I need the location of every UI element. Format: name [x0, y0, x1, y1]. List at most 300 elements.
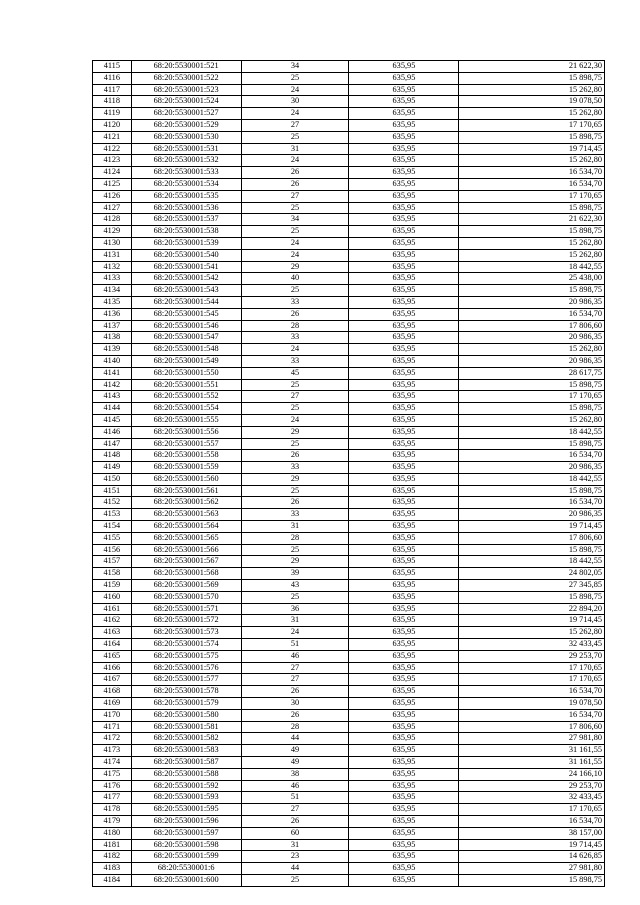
- row-number-cell: 4139: [93, 344, 132, 356]
- total-value-cell: 32 433,45: [459, 792, 605, 804]
- cadastral-number-cell: 68:20:5530001:582: [131, 733, 241, 745]
- cadastral-value-table: [92, 60, 605, 887]
- total-value-cell: 15 262,80: [459, 344, 605, 356]
- total-value-cell: 19 714,45: [459, 839, 605, 851]
- cadastral-number-cell: 68:20:5530001:578: [131, 686, 241, 698]
- quantity-cell: 38: [241, 768, 349, 780]
- total-value-cell: 15 262,80: [459, 249, 605, 261]
- unit-value-cell: 635,95: [349, 296, 459, 308]
- table-row: [93, 332, 605, 344]
- row-number-cell: 4181: [93, 839, 132, 851]
- total-value-cell: 15 262,80: [459, 84, 605, 96]
- unit-value-cell: 635,95: [349, 96, 459, 108]
- unit-value-cell: 635,95: [349, 72, 459, 84]
- table-row: [93, 827, 605, 839]
- row-number-cell: 4136: [93, 308, 132, 320]
- row-number-cell: 4175: [93, 768, 132, 780]
- total-value-cell: 17 170,65: [459, 119, 605, 131]
- quantity-cell: 34: [241, 61, 349, 73]
- quantity-cell: 25: [241, 285, 349, 297]
- row-number-cell: 4141: [93, 367, 132, 379]
- table-row: [93, 709, 605, 721]
- cadastral-number-cell: 68:20:5530001:588: [131, 768, 241, 780]
- total-value-cell: 20 986,35: [459, 509, 605, 521]
- row-number-cell: 4161: [93, 603, 132, 615]
- table-row: [93, 131, 605, 143]
- quantity-cell: 33: [241, 332, 349, 344]
- table-row: [93, 237, 605, 249]
- total-value-cell: 27 981,80: [459, 733, 605, 745]
- table-row: [93, 874, 605, 886]
- cadastral-number-cell: 68:20:5530001:523: [131, 84, 241, 96]
- table-row: [93, 226, 605, 238]
- total-value-cell: 15 898,75: [459, 285, 605, 297]
- quantity-cell: 39: [241, 568, 349, 580]
- table-row: [93, 249, 605, 261]
- unit-value-cell: 635,95: [349, 768, 459, 780]
- total-value-cell: 17 170,65: [459, 804, 605, 816]
- cadastral-number-cell: 68:20:5530001:557: [131, 438, 241, 450]
- table-row: [93, 391, 605, 403]
- quantity-cell: 24: [241, 414, 349, 426]
- table-row: [93, 662, 605, 674]
- unit-value-cell: 635,95: [349, 320, 459, 332]
- unit-value-cell: 635,95: [349, 780, 459, 792]
- cadastral-number-cell: 68:20:5530001:569: [131, 580, 241, 592]
- total-value-cell: 15 898,75: [459, 131, 605, 143]
- table-row: [93, 273, 605, 285]
- total-value-cell: 16 534,70: [459, 167, 605, 179]
- total-value-cell: 15 262,80: [459, 627, 605, 639]
- table-body: [93, 61, 605, 887]
- table-row: [93, 851, 605, 863]
- total-value-cell: 15 898,75: [459, 379, 605, 391]
- quantity-cell: 29: [241, 426, 349, 438]
- cadastral-number-cell: 68:20:5530001:548: [131, 344, 241, 356]
- quantity-cell: 45: [241, 367, 349, 379]
- quantity-cell: 44: [241, 863, 349, 875]
- table-row: [93, 863, 605, 875]
- unit-value-cell: 635,95: [349, 709, 459, 721]
- cadastral-number-cell: 68:20:5530001:540: [131, 249, 241, 261]
- table-row: [93, 615, 605, 627]
- row-number-cell: 4160: [93, 591, 132, 603]
- row-number-cell: 4174: [93, 757, 132, 769]
- row-number-cell: 4126: [93, 190, 132, 202]
- cadastral-number-cell: 68:20:5530001:533: [131, 167, 241, 179]
- table-row: [93, 556, 605, 568]
- table-row: [93, 591, 605, 603]
- table-row: [93, 167, 605, 179]
- unit-value-cell: 635,95: [349, 143, 459, 155]
- cadastral-number-cell: 68:20:5530001:562: [131, 497, 241, 509]
- row-number-cell: 4145: [93, 414, 132, 426]
- quantity-cell: 24: [241, 249, 349, 261]
- cadastral-number-cell: 68:20:5530001:561: [131, 485, 241, 497]
- cadastral-number-cell: 68:20:5530001:571: [131, 603, 241, 615]
- unit-value-cell: 635,95: [349, 473, 459, 485]
- table-row: [93, 119, 605, 131]
- table-row: [93, 532, 605, 544]
- cadastral-number-cell: 68:20:5530001:543: [131, 285, 241, 297]
- unit-value-cell: 635,95: [349, 580, 459, 592]
- unit-value-cell: 635,95: [349, 698, 459, 710]
- quantity-cell: 49: [241, 745, 349, 757]
- total-value-cell: 22 894,20: [459, 603, 605, 615]
- row-number-cell: 4180: [93, 827, 132, 839]
- quantity-cell: 49: [241, 757, 349, 769]
- quantity-cell: 27: [241, 674, 349, 686]
- cadastral-number-cell: 68:20:5530001:581: [131, 721, 241, 733]
- table-row: [93, 450, 605, 462]
- cadastral-number-cell: 68:20:5530001:563: [131, 509, 241, 521]
- table-row: [93, 745, 605, 757]
- unit-value-cell: 635,95: [349, 544, 459, 556]
- unit-value-cell: 635,95: [349, 403, 459, 415]
- row-number-cell: 4140: [93, 355, 132, 367]
- table-row: [93, 544, 605, 556]
- quantity-cell: 40: [241, 273, 349, 285]
- unit-value-cell: 635,95: [349, 414, 459, 426]
- unit-value-cell: 635,95: [349, 615, 459, 627]
- table-row: [93, 202, 605, 214]
- row-number-cell: 4118: [93, 96, 132, 108]
- table-row: [93, 344, 605, 356]
- row-number-cell: 4143: [93, 391, 132, 403]
- unit-value-cell: 635,95: [349, 155, 459, 167]
- total-value-cell: 18 442,55: [459, 426, 605, 438]
- quantity-cell: 25: [241, 379, 349, 391]
- cadastral-number-cell: 68:20:5530001:554: [131, 403, 241, 415]
- total-value-cell: 19 078,50: [459, 698, 605, 710]
- table-row: [93, 804, 605, 816]
- row-number-cell: 4131: [93, 249, 132, 261]
- table-row: [93, 214, 605, 226]
- quantity-cell: 24: [241, 84, 349, 96]
- unit-value-cell: 635,95: [349, 757, 459, 769]
- row-number-cell: 4170: [93, 709, 132, 721]
- row-number-cell: 4163: [93, 627, 132, 639]
- total-value-cell: 31 161,55: [459, 745, 605, 757]
- table-row: [93, 521, 605, 533]
- cadastral-number-cell: 68:20:5530001:568: [131, 568, 241, 580]
- quantity-cell: 26: [241, 497, 349, 509]
- unit-value-cell: 635,95: [349, 639, 459, 651]
- unit-value-cell: 635,95: [349, 308, 459, 320]
- quantity-cell: 27: [241, 804, 349, 816]
- row-number-cell: 4116: [93, 72, 132, 84]
- unit-value-cell: 635,95: [349, 202, 459, 214]
- row-number-cell: 4130: [93, 237, 132, 249]
- total-value-cell: 16 534,70: [459, 497, 605, 509]
- row-number-cell: 4153: [93, 509, 132, 521]
- total-value-cell: 21 622,30: [459, 61, 605, 73]
- row-number-cell: 4169: [93, 698, 132, 710]
- total-value-cell: 17 806,60: [459, 721, 605, 733]
- unit-value-cell: 635,95: [349, 214, 459, 226]
- table-row: [93, 403, 605, 415]
- row-number-cell: 4178: [93, 804, 132, 816]
- table-row: [93, 721, 605, 733]
- cadastral-number-cell: 68:20:5530001:560: [131, 473, 241, 485]
- total-value-cell: 19 714,45: [459, 615, 605, 627]
- cadastral-number-cell: 68:20:5530001:521: [131, 61, 241, 73]
- unit-value-cell: 635,95: [349, 450, 459, 462]
- total-value-cell: 20 986,35: [459, 355, 605, 367]
- row-number-cell: 4156: [93, 544, 132, 556]
- quantity-cell: 51: [241, 639, 349, 651]
- total-value-cell: 19 078,50: [459, 96, 605, 108]
- cadastral-number-cell: 68:20:5530001:579: [131, 698, 241, 710]
- quantity-cell: 26: [241, 816, 349, 828]
- quantity-cell: 51: [241, 792, 349, 804]
- table-row: [93, 733, 605, 745]
- quantity-cell: 25: [241, 438, 349, 450]
- unit-value-cell: 635,95: [349, 686, 459, 698]
- quantity-cell: 31: [241, 839, 349, 851]
- quantity-cell: 33: [241, 462, 349, 474]
- cadastral-number-cell: 68:20:5530001:595: [131, 804, 241, 816]
- quantity-cell: 26: [241, 308, 349, 320]
- table-row: [93, 261, 605, 273]
- quantity-cell: 25: [241, 131, 349, 143]
- row-number-cell: 4176: [93, 780, 132, 792]
- table-row: [93, 780, 605, 792]
- unit-value-cell: 635,95: [349, 249, 459, 261]
- quantity-cell: 25: [241, 202, 349, 214]
- row-number-cell: 4135: [93, 296, 132, 308]
- row-number-cell: 4122: [93, 143, 132, 155]
- unit-value-cell: 635,95: [349, 839, 459, 851]
- quantity-cell: 29: [241, 556, 349, 568]
- cadastral-number-cell: 68:20:5530001:546: [131, 320, 241, 332]
- table-row: [93, 650, 605, 662]
- unit-value-cell: 635,95: [349, 190, 459, 202]
- quantity-cell: 24: [241, 155, 349, 167]
- table-row: [93, 355, 605, 367]
- unit-value-cell: 635,95: [349, 379, 459, 391]
- unit-value-cell: 635,95: [349, 804, 459, 816]
- total-value-cell: 15 898,75: [459, 72, 605, 84]
- quantity-cell: 30: [241, 96, 349, 108]
- row-number-cell: 4171: [93, 721, 132, 733]
- quantity-cell: 25: [241, 544, 349, 556]
- cadastral-number-cell: 68:20:5530001:556: [131, 426, 241, 438]
- unit-value-cell: 635,95: [349, 827, 459, 839]
- quantity-cell: 29: [241, 473, 349, 485]
- unit-value-cell: 635,95: [349, 273, 459, 285]
- cadastral-number-cell: 68:20:5530001:567: [131, 556, 241, 568]
- cadastral-number-cell: 68:20:5530001:580: [131, 709, 241, 721]
- total-value-cell: 28 617,75: [459, 367, 605, 379]
- total-value-cell: 27 345,85: [459, 580, 605, 592]
- total-value-cell: 29 253,70: [459, 650, 605, 662]
- quantity-cell: 25: [241, 485, 349, 497]
- cadastral-number-cell: 68:20:5530001:6: [131, 863, 241, 875]
- cadastral-number-cell: 68:20:5530001:532: [131, 155, 241, 167]
- row-number-cell: 4133: [93, 273, 132, 285]
- cadastral-number-cell: 68:20:5530001:539: [131, 237, 241, 249]
- unit-value-cell: 635,95: [349, 650, 459, 662]
- quantity-cell: 46: [241, 650, 349, 662]
- cadastral-number-cell: 68:20:5530001:576: [131, 662, 241, 674]
- row-number-cell: 4183: [93, 863, 132, 875]
- quantity-cell: 27: [241, 190, 349, 202]
- cadastral-number-cell: 68:20:5530001:575: [131, 650, 241, 662]
- unit-value-cell: 635,95: [349, 108, 459, 120]
- row-number-cell: 4177: [93, 792, 132, 804]
- table-row: [93, 438, 605, 450]
- cadastral-number-cell: 68:20:5530001:566: [131, 544, 241, 556]
- unit-value-cell: 635,95: [349, 721, 459, 733]
- unit-value-cell: 635,95: [349, 344, 459, 356]
- cadastral-number-cell: 68:20:5530001:542: [131, 273, 241, 285]
- quantity-cell: 24: [241, 627, 349, 639]
- row-number-cell: 4167: [93, 674, 132, 686]
- cadastral-number-cell: 68:20:5530001:537: [131, 214, 241, 226]
- row-number-cell: 4159: [93, 580, 132, 592]
- row-number-cell: 4146: [93, 426, 132, 438]
- table-row: [93, 379, 605, 391]
- cadastral-number-cell: 68:20:5530001:555: [131, 414, 241, 426]
- table-row: [93, 367, 605, 379]
- table-row: [93, 768, 605, 780]
- total-value-cell: 38 157,00: [459, 827, 605, 839]
- unit-value-cell: 635,95: [349, 745, 459, 757]
- table-row: [93, 603, 605, 615]
- cadastral-number-cell: 68:20:5530001:552: [131, 391, 241, 403]
- total-value-cell: 17 170,65: [459, 674, 605, 686]
- quantity-cell: 26: [241, 686, 349, 698]
- cadastral-number-cell: 68:20:5530001:565: [131, 532, 241, 544]
- total-value-cell: 15 898,75: [459, 874, 605, 886]
- cadastral-number-cell: 68:20:5530001:574: [131, 639, 241, 651]
- quantity-cell: 28: [241, 532, 349, 544]
- total-value-cell: 19 714,45: [459, 143, 605, 155]
- quantity-cell: 43: [241, 580, 349, 592]
- quantity-cell: 23: [241, 851, 349, 863]
- cadastral-number-cell: 68:20:5530001:558: [131, 450, 241, 462]
- quantity-cell: 27: [241, 662, 349, 674]
- total-value-cell: 24 802,05: [459, 568, 605, 580]
- table-row: [93, 61, 605, 73]
- row-number-cell: 4164: [93, 639, 132, 651]
- unit-value-cell: 635,95: [349, 237, 459, 249]
- cadastral-number-cell: 68:20:5530001:600: [131, 874, 241, 886]
- unit-value-cell: 635,95: [349, 426, 459, 438]
- row-number-cell: 4144: [93, 403, 132, 415]
- table-row: [93, 414, 605, 426]
- cadastral-number-cell: 68:20:5530001:596: [131, 816, 241, 828]
- unit-value-cell: 635,95: [349, 521, 459, 533]
- row-number-cell: 4148: [93, 450, 132, 462]
- unit-value-cell: 635,95: [349, 792, 459, 804]
- quantity-cell: 30: [241, 698, 349, 710]
- table-row: [93, 84, 605, 96]
- cadastral-number-cell: 68:20:5530001:559: [131, 462, 241, 474]
- total-value-cell: 15 898,75: [459, 403, 605, 415]
- quantity-cell: 26: [241, 709, 349, 721]
- table-row: [93, 473, 605, 485]
- cadastral-number-cell: 68:20:5530001:598: [131, 839, 241, 851]
- total-value-cell: 25 438,00: [459, 273, 605, 285]
- unit-value-cell: 635,95: [349, 391, 459, 403]
- row-number-cell: 4162: [93, 615, 132, 627]
- total-value-cell: 15 898,75: [459, 591, 605, 603]
- quantity-cell: 31: [241, 615, 349, 627]
- quantity-cell: 33: [241, 355, 349, 367]
- unit-value-cell: 635,95: [349, 603, 459, 615]
- total-value-cell: 16 534,70: [459, 178, 605, 190]
- unit-value-cell: 635,95: [349, 61, 459, 73]
- table-row: [93, 285, 605, 297]
- quantity-cell: 25: [241, 591, 349, 603]
- cadastral-number-cell: 68:20:5530001:527: [131, 108, 241, 120]
- row-number-cell: 4142: [93, 379, 132, 391]
- cadastral-number-cell: 68:20:5530001:592: [131, 780, 241, 792]
- quantity-cell: 34: [241, 214, 349, 226]
- row-number-cell: 4128: [93, 214, 132, 226]
- cadastral-number-cell: 68:20:5530001:547: [131, 332, 241, 344]
- unit-value-cell: 635,95: [349, 556, 459, 568]
- quantity-cell: 25: [241, 403, 349, 415]
- total-value-cell: 17 170,65: [459, 190, 605, 202]
- quantity-cell: 25: [241, 874, 349, 886]
- row-number-cell: 4168: [93, 686, 132, 698]
- table-row: [93, 839, 605, 851]
- table-row: [93, 580, 605, 592]
- row-number-cell: 4134: [93, 285, 132, 297]
- unit-value-cell: 635,95: [349, 863, 459, 875]
- cadastral-number-cell: 68:20:5530001:530: [131, 131, 241, 143]
- row-number-cell: 4147: [93, 438, 132, 450]
- total-value-cell: 16 534,70: [459, 686, 605, 698]
- total-value-cell: 16 534,70: [459, 816, 605, 828]
- unit-value-cell: 635,95: [349, 816, 459, 828]
- cadastral-number-cell: 68:20:5530001:572: [131, 615, 241, 627]
- table-row: [93, 497, 605, 509]
- table-row: [93, 509, 605, 521]
- row-number-cell: 4179: [93, 816, 132, 828]
- table-row: [93, 698, 605, 710]
- cadastral-number-cell: 68:20:5530001:538: [131, 226, 241, 238]
- unit-value-cell: 635,95: [349, 591, 459, 603]
- quantity-cell: 27: [241, 119, 349, 131]
- quantity-cell: 25: [241, 226, 349, 238]
- total-value-cell: 15 898,75: [459, 202, 605, 214]
- quantity-cell: 31: [241, 143, 349, 155]
- total-value-cell: 15 262,80: [459, 414, 605, 426]
- table-row: [93, 320, 605, 332]
- table-row: [93, 426, 605, 438]
- quantity-cell: 36: [241, 603, 349, 615]
- row-number-cell: 4119: [93, 108, 132, 120]
- total-value-cell: 15 898,75: [459, 438, 605, 450]
- table-row: [93, 72, 605, 84]
- unit-value-cell: 635,95: [349, 851, 459, 863]
- table-row: [93, 155, 605, 167]
- total-value-cell: 15 898,75: [459, 485, 605, 497]
- cadastral-number-cell: 68:20:5530001:599: [131, 851, 241, 863]
- row-number-cell: 4182: [93, 851, 132, 863]
- total-value-cell: 16 534,70: [459, 308, 605, 320]
- total-value-cell: 17 170,65: [459, 391, 605, 403]
- cadastral-number-cell: 68:20:5530001:593: [131, 792, 241, 804]
- row-number-cell: 4184: [93, 874, 132, 886]
- unit-value-cell: 635,95: [349, 462, 459, 474]
- row-number-cell: 4157: [93, 556, 132, 568]
- quantity-cell: 28: [241, 721, 349, 733]
